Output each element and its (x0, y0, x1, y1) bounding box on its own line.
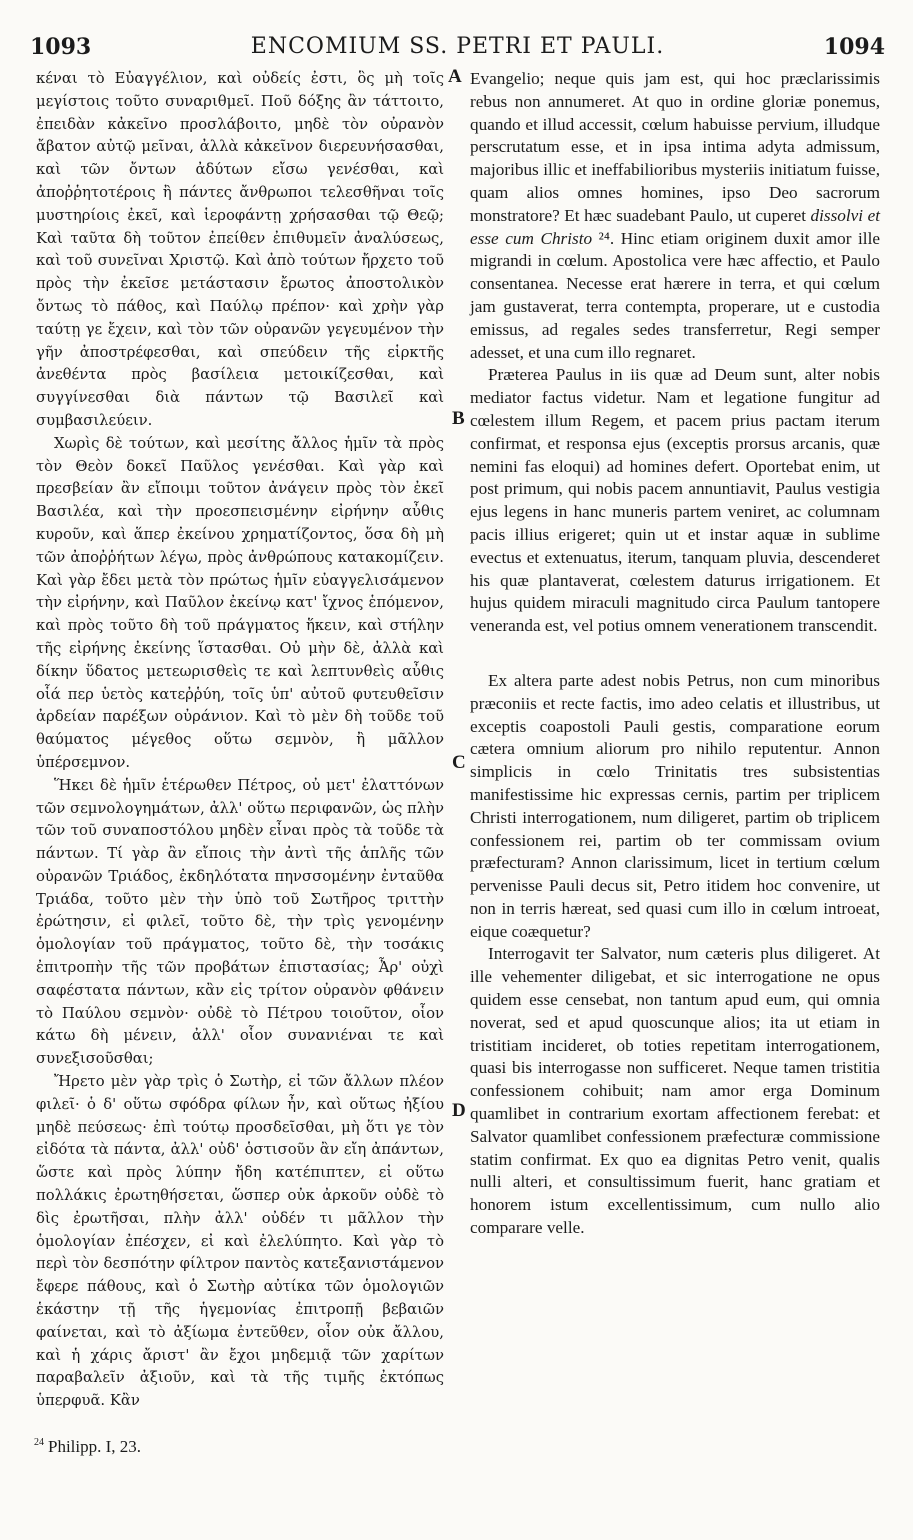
latin-paragraph-4: Interrogavit ter Salvator, num cæteris plus diligeret. At ille vehementer diligebat, et sic interrogatione ne opus quidem esse censebat, non tantum apud eum, qui omnia noverat, sed et apud quoscunque alios; ita ut etiam in tristitiam incideret, ob toties repetitam interrogationem, quasi bis interrogasse non sufficeret. Neque tamen tristitia confessionem cohibuit; nam amor erga Dominum quamlibet in contrarium exortam affectionem ferebat: et Salvator quamlibet confessionem præfecturæ commissione statim confirmat. Ex quo ea dignitas Petro venit, qualis nulli alteri, et consultissimum fuerit, hanc gratiam et honorem istum excellentissimum, cum nullo alio comparare velle. (470, 944, 880, 1238)
page-number-left: 1093 (30, 34, 92, 60)
section-marker-c: C (452, 752, 466, 773)
latin-paragraph-1-text-b: . Hinc etiam originem duxit amor ille migrandi in cœlum. Apostolica vere hæc affectio, et Paulo consentanea. Necesse erat hærere in terra, et qui cœlum jam gustaverat, terra contempta, properare, ut e custodia emissus, ad regales sedes transferretur, Regi semper adesset, et una cum illo regnaret. (470, 228, 880, 362)
greek-paragraph-4: Ἤρετο μὲν γὰρ τρὶς ὁ Σωτὴρ, εἰ τῶν ἄλλων πλέον φιλεῖ· ὁ δ' οὕτω σφόδρα φίλων ἦν, καὶ οὕτως ἠξίου μηδὲ πεύσεως· ἐπὶ τούτῳ προσδεῖσθαι, μὴ ὅτι γε τὸν εἰδότα τὰ πάντα, ἀλλ' οὐδ' ὁστισοῦν ἂν εἴη ἀπάντων, ὥστε καὶ πρὸς λύπην ἤδη κατέπιπτεν, εἰ οὕτω πολλάκις ἐρωτηθήσεται, ὥσπερ οὐκ ἀρκοῦν οὐδὲ τὸ δὶς ἐρωτῆσαι, πλὴν ἀλλ' οὐδέν τι μᾶλλον τὴν ὁμολογίαν ἐπέσχεν, εἰ καὶ ἐλελύπητο. Καὶ γὰρ τὸ περὶ τὸν δεσπότην φίλτρον παντὸς κατεξανιστάμενον ἔφερε πάθους, καὶ ὁ Σωτὴρ αὐτίκα τῶν ὁμολογιῶν ἑκάστην τῇ τῆς ἡγεμονίας ἐπιτροπῇ βεβαιῶν φαίνεται, καὶ τὸ ἀξίωμα ἐντεῦθεν, οἷον οὐκ ἄλλου, καὶ ἡ χάρις ἄριστ' ἂν ἔχοι μηδεμιᾷ τῶν χαρίτων παραβαλεῖν ἀξιοῦν, καὶ τὰ τῆς τιμῆς ἐκτόπως ὑπερφυᾶ. Κἂν (36, 1073, 444, 1410)
footnote-text: Philipp. I, 23. (48, 1437, 142, 1456)
latin-column (470, 68, 880, 1240)
page-header (30, 34, 885, 64)
greek-paragraph-1: κέναι τὸ Εὐαγγέλιον, καὶ οὐδείς ἐστι, ὃς μὴ τοῖς μεγίστοις τοῦτο συναριθμεῖ. Ποῦ δόξης ἂν τάττοιτο, ἐπειδὰν κἀκεῖνο προσλάβοιτο, μηδὲ τὸν οὐρανὸν ἄβατον αὐτῷ μεῖναι, ἀλλὰ κἀκεῖνον διερευνήσασθαι, καὶ τῶν ὄντων ἀδύτων εἴσω γενέσθαι, καὶ ἀποῤῥητοτέροις ἢ πάντες ἄνθρωποι τελεσθῆναι τοῖς μυστηρίοις ἐκεῖ, καὶ ἱεροφάντῃ χρήσασθαι τῷ Θεῷ; Καὶ ταῦτα δὴ τοῦτον ἐπείθεν ἐπιθυμεῖν ἀναλύσεως, καὶ τοῦ συνεῖναι Χριστῷ. Καὶ ἀπὸ τούτων ἤρχετο τοῦ πρὸς τὴν ἐκεῖσε μετάστασιν ἔρωτος ἀποστολικὸν ὄντως τὸ πάθος, καὶ Παύλῳ πρέπον· καὶ χρὴν γὰρ ταύτῃ γε ἔχειν, καὶ τὸν τῶν οὐρανῶν γεγευμένον τὴν γῆν ἀποστρέφεσθαι, καὶ σπεύδειν τῆς εἱρκτῆς ἀνεθέντα πρὸς βασίλεια μετοικίζεσθαι, καὶ συγγίνεσθαι διὰ πάντων τῷ Βασιλεῖ καὶ συμβασιλεύειν. (36, 70, 444, 429)
footnote-number: 24 (34, 1437, 44, 1449)
greek-column (36, 68, 444, 1413)
page-number-right: 1094 (823, 34, 885, 60)
latin-quotation: dissolvi et esse cum Christo (470, 205, 880, 248)
latin-paragraph-2: Præterea Paulus in iis quæ ad Deum sunt, alter nobis mediator factus videtur. Nam et legatione fungitur ad cœlestem illum Regem, et pacem prius pactam iterum confirmat, et responsa ejus (exceptis prorsus arcanis, quæ nemini fas eloqui) ad homines defert. Oportebat enim, ut post primum, qui nobis pacem annuntiavit, Paulus vestigia ejus legens in hanc muneris partem veniret, ac columnam pacis illius erigeret; quin ut et instar aquæ in sublime evectus et extenuatus, iterum, tanquam pluvia, descenderet his quæ plantaverat, cœlestem daturus irrigationem. Et hujus quidem miraculi magnitudo circa Paulum tantopere veneranda est, vel potius omnem venerationem transcendit. (470, 365, 880, 636)
section-marker-a: A (448, 66, 462, 87)
footnote (34, 1437, 141, 1457)
latin-paragraph-1 (470, 68, 880, 364)
latin-paragraph-1-text-a: Evangelio; neque quis jam est, qui hoc præclarissimis rebus non annumeret. At quo in ordine gloriæ ponemus, quando et illud accessit, cœlum habuisse pervium, illudque perscrutatum esse, et in ipsa intima adyta admissum, majoribus illic et ineffabilioribus mysteriis initiatum fuisse, quam alios omnes homines, ipso Deo sacrorum monstratore? Et hæc suadebant Paulo, ut cuperet (470, 69, 880, 225)
greek-paragraph-3: Ἥκει δὲ ἡμῖν ἑτέρωθεν Πέτρος, οὐ μετ' ἐλαττόνων τῶν σεμνολογημάτων, ἀλλ' οὕτω περιφανῶν, ὡς πλὴν τῶν τοῦ συναποστόλου μηδὲν εἶναι πρὸς τὰ τοῦδε τὰ πάντων. Τί γὰρ ἂν εἴποις τὴν ἀντὶ τῆς ἁπλῆς τῶν οὐρανῶν Τριάδος, ἐκδηλότατα πηνσσομένην ἐνταῦθα Τριάδα, τοῦτο μὲν τὴν ὑπὸ τοῦ Σωτῆρος τριττὴν ἐρώτησιν, εἰ φιλεῖ, τοῦτο δὲ, τὴν τρὶς γενομένην ὁμολογίαν τοῦ πράγματος, τοῦτο δὲ, τὴν τοσάκις ἐπιτροπὴν τῆς τῶν προβάτων ἐπιστασίας; Ἆρ' οὐχὶ σαφέστατα πάντων, κἂν εἰς τρίτον οὐρανὸν φθάνειν τὸ Παύλου σεμνὸν· οὐδὲ τὸ Πέτρου τοιοῦτον, οἷον κάτω δὴ μένειν, ἀλλ' οἷον συνανιέναι τε καὶ συνεξισοῦσθαι; (36, 776, 444, 1068)
footnote-reference: ²⁴ (592, 228, 610, 248)
latin-paragraph-3: Ex altera parte adest nobis Petrus, non cum minoribus præconiis et recte factis, imo adeo celatis et illustribus, ut exceptis coapostoli Pauli gestis, comparatione eorum cætera omnium aliorum pro nihilo reputentur. Annon simplicis in cœlo Trinitatis tres subsistentias manifestissime hic expressas cernis, partim per triplicem Christi interrogationem, num diligeret, partim ob triplicem confessionem rei, partim ob ter commissam ovium præfecturam? Annon clarissimum, licet in tertium cœlum pervenisse Pauli decus sit, Petro itidem hoc convenire, ut non in terris hæreat, sed quasi cum illo in cœlum introeat, eique coæquetur? (470, 670, 880, 941)
section-marker-d: D (452, 1100, 466, 1121)
greek-paragraph-2: Χωρὶς δὲ τούτων, καὶ μεσίτης ἄλλος ἡμῖν τὰ πρὸς τὸν Θεὸν δοκεῖ Παῦλος γενέσθαι. Καὶ γὰρ καὶ πρεσβείαν ἂν εἴποιμι τοῦτον ἀνάγειν πρὸς τὸν ἐκεῖ Βασιλέα, καὶ τὴν προεσπεισμένην εἰρήνην αὖθις κυροῦν, καὶ ἅπερ ἐκείνου χρηματίζοντος, ὅσα δὴ μὴ τῶν ἀποῤῥήτων λέγω, πρὸς ἀνθρώπους κατακομίζειν. Καὶ γὰρ ἔδει μετὰ τὸν πρώτως ἡμῖν εὐαγγελισάμενον τὴν εἰρήνην, καὶ Παῦλον ἐκείνῳ κατ' ἴχνος ἑπόμενον, καὶ πρὸς τοῦτο δὴ τοῦ πράγματος ἥκειν, καὶ στήλην τῆς εἰρήνης ἐκείνης ἵστασθαι. Οὐ μὴν δὲ, ἀλλὰ καὶ δίκην ὕδατος μετεωρισθεὶς τε καὶ λεπτυνθεὶς αὖθις οἷά περ ὑετὸς κατεῤῥύη, τοῖς ὑπ' αὐτοῦ φυτευθεῖσιν ἀρδείαν παρέξων οὐράνιον. Καὶ τὸ μὲν δὴ τοῦδε τοῦ θαύματος μέγεθος οὕτω σεμνὸν, ἢ μᾶλλον ὑπέρσεμνον. (36, 434, 444, 771)
section-marker-b: B (452, 408, 465, 429)
running-title: ENCOMIUM SS. PETRI ET PAULI. (250, 34, 665, 59)
